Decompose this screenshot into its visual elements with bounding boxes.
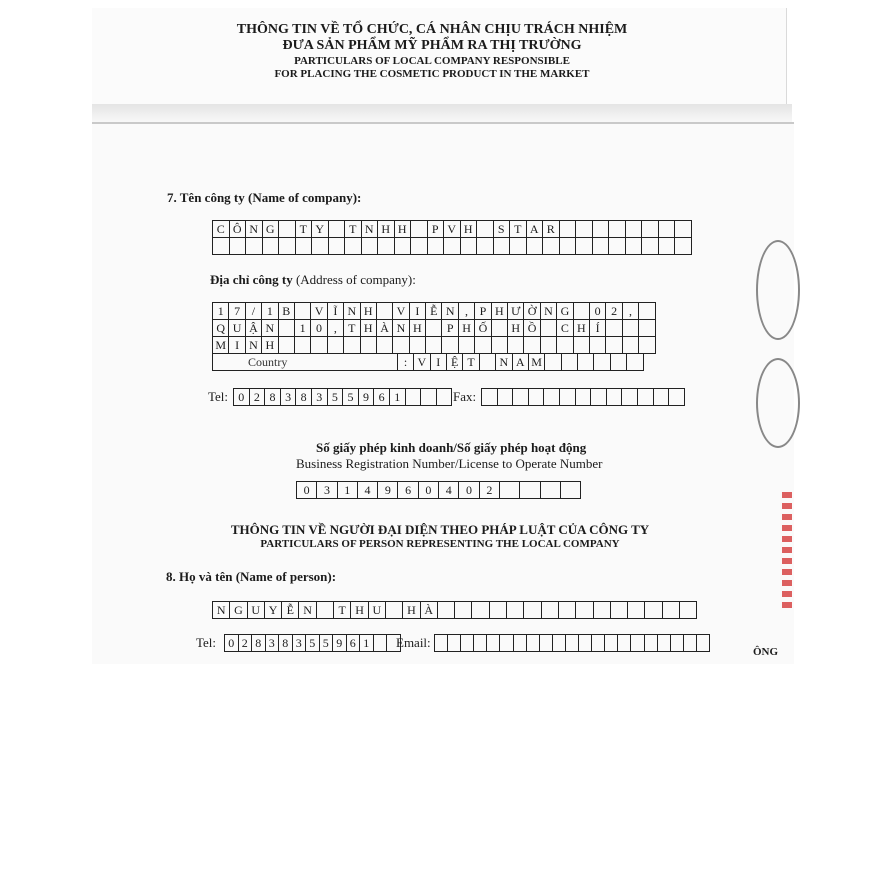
license-label-vi: Số giấy phép kinh doanh/Số giấy phép hoạt động xyxy=(316,440,587,455)
grid-cell xyxy=(605,635,618,652)
grid-cell xyxy=(317,602,334,619)
grid-cell: H xyxy=(262,337,278,354)
grid-cell xyxy=(345,238,362,255)
grid-cell: , xyxy=(459,303,475,320)
grid-cell xyxy=(645,635,658,652)
grid-cell: H xyxy=(361,320,377,337)
grid-cell xyxy=(377,337,393,354)
grid-cell xyxy=(579,635,592,652)
grid-cell: 0 xyxy=(234,389,250,406)
grid-cell xyxy=(296,238,313,255)
grid-cell xyxy=(642,238,659,255)
grid-cell: M xyxy=(529,354,545,371)
grid-cell xyxy=(411,221,428,238)
grid-cell: P xyxy=(428,221,445,238)
grid-cell xyxy=(553,635,566,652)
grid-cell: 9 xyxy=(333,635,347,652)
grid-cell: U xyxy=(248,602,265,619)
grid-cell: 6 xyxy=(347,635,361,652)
grid-cell xyxy=(329,221,346,238)
grid-cell xyxy=(557,337,573,354)
grid-cell: N xyxy=(299,602,316,619)
representative-header-en: PARTICULARS OF PERSON REPRESENTING THE LOCAL COMPANY xyxy=(260,538,620,550)
grid-cell: C xyxy=(213,221,230,238)
grid-cell: H xyxy=(378,221,395,238)
grid-cell: H xyxy=(361,303,377,320)
grid-cell: Ễ xyxy=(426,303,442,320)
grid-cell: G xyxy=(263,221,280,238)
grid-cell xyxy=(545,354,561,371)
grid-cell: I xyxy=(229,337,245,354)
grid-cell xyxy=(611,602,628,619)
grid-cell: N xyxy=(213,602,230,619)
grid-cell xyxy=(594,354,610,371)
grid-cell: À xyxy=(377,320,393,337)
grid-cell: 7 xyxy=(229,303,245,320)
grid-cell: Q xyxy=(213,320,229,337)
grid-cell xyxy=(576,238,593,255)
email-label: Email: xyxy=(396,635,431,650)
grid-cell xyxy=(606,337,622,354)
grid-cell xyxy=(591,389,607,406)
grid-cell: B xyxy=(279,303,295,320)
grid-cell xyxy=(574,303,590,320)
grid-cell xyxy=(628,602,645,619)
grid-cell: 0 xyxy=(311,320,327,337)
grid-cell xyxy=(642,221,659,238)
grid-cell: 2 xyxy=(606,303,622,320)
grid-cell: S xyxy=(494,221,511,238)
grid-cell xyxy=(542,602,559,619)
grid-cell xyxy=(578,354,594,371)
grid-cell xyxy=(279,221,296,238)
grid-cell xyxy=(472,602,489,619)
grid-cell: U xyxy=(369,602,386,619)
grid-cell xyxy=(609,238,626,255)
grid-cell xyxy=(482,389,498,406)
address-label-en: (Address of company): xyxy=(292,272,416,287)
grid-cell: 8 xyxy=(252,635,266,652)
grid-cell xyxy=(279,238,296,255)
grid-cell: 3 xyxy=(281,389,297,406)
grid-cell: N xyxy=(262,320,278,337)
grid-cell xyxy=(544,389,560,406)
margin-text: ÔNG xyxy=(753,646,779,658)
grid-cell: À xyxy=(421,602,438,619)
grid-cell: 1 xyxy=(262,303,278,320)
grid-cell xyxy=(623,320,639,337)
fax-grid xyxy=(481,388,685,406)
address-label xyxy=(210,272,416,288)
grid-cell xyxy=(524,337,540,354)
grid-cell: Ư xyxy=(508,303,524,320)
grid-cell xyxy=(559,602,576,619)
grid-cell: N xyxy=(362,221,379,238)
grid-cell: Ô xyxy=(230,221,247,238)
grid-cell: P xyxy=(442,320,458,337)
grid-cell xyxy=(609,221,626,238)
grid-cell: H xyxy=(461,221,478,238)
grid-cell xyxy=(560,389,576,406)
grid-cell: , xyxy=(623,303,639,320)
grid-cell: 0 xyxy=(459,482,479,499)
grid-cell xyxy=(213,238,230,255)
grid-cell xyxy=(659,238,676,255)
grid-cell: I xyxy=(410,303,426,320)
grid-cell xyxy=(645,602,662,619)
grid-cell: Ờ xyxy=(524,303,540,320)
grid-cell xyxy=(410,337,426,354)
grid-cell: 3 xyxy=(317,482,337,499)
grid-cell xyxy=(560,238,577,255)
grid-cell: C xyxy=(557,320,573,337)
grid-cell: G xyxy=(230,602,247,619)
grid-cell xyxy=(459,337,475,354)
grid-cell xyxy=(524,602,541,619)
grid-cell: 0 xyxy=(225,635,239,652)
grid-cell: 8 xyxy=(279,635,293,652)
grid-cell: A xyxy=(527,221,544,238)
grid-cell xyxy=(541,320,557,337)
person-tel-label: Tel: xyxy=(196,635,217,650)
fax-label: Fax: xyxy=(453,389,477,404)
grid-cell: H xyxy=(403,602,420,619)
grid-cell xyxy=(513,389,529,406)
grid-cell xyxy=(475,337,491,354)
grid-cell xyxy=(492,320,508,337)
grid-cell: / xyxy=(246,303,262,320)
address-label-vi: Địa chỉ công ty xyxy=(210,272,293,287)
stamp-circle-upper xyxy=(756,240,800,340)
grid-cell xyxy=(627,354,643,371)
grid-cell xyxy=(527,238,544,255)
grid-cell: 3 xyxy=(312,389,328,406)
grid-cell xyxy=(658,635,671,652)
grid-cell xyxy=(421,389,437,406)
grid-cell: 8 xyxy=(296,389,312,406)
grid-cell xyxy=(406,389,422,406)
grid-cell xyxy=(566,635,579,652)
grid-cell: N xyxy=(541,303,557,320)
grid-cell xyxy=(606,320,622,337)
grid-cell: V xyxy=(444,221,461,238)
grid-cell xyxy=(540,635,553,652)
grid-cell: T xyxy=(345,221,362,238)
grid-cell: 6 xyxy=(398,482,418,499)
grid-cell: 2 xyxy=(250,389,266,406)
grid-cell xyxy=(574,337,590,354)
grid-cell: H xyxy=(492,303,508,320)
grid-cell xyxy=(480,354,496,371)
person-tel-grid xyxy=(224,634,401,652)
header-line-4: FOR PLACING THE COSMETIC PRODUCT IN THE MARKET xyxy=(274,68,590,80)
grid-cell: 6 xyxy=(374,389,390,406)
grid-cell xyxy=(279,320,295,337)
grid-cell: T xyxy=(334,602,351,619)
grid-cell: Ố xyxy=(475,320,491,337)
grid-cell xyxy=(374,635,388,652)
grid-cell: G xyxy=(557,303,573,320)
grid-cell xyxy=(426,337,442,354)
grid-cell: U xyxy=(229,320,245,337)
grid-cell: 8 xyxy=(265,389,281,406)
grid-cell xyxy=(328,337,344,354)
grid-cell xyxy=(520,482,540,499)
grid-cell: 2 xyxy=(480,482,500,499)
grid-cell xyxy=(498,389,514,406)
grid-cell xyxy=(543,238,560,255)
grid-cell xyxy=(562,354,578,371)
grid-cell xyxy=(529,389,545,406)
tel-grid xyxy=(233,388,452,406)
grid-cell: 5 xyxy=(343,389,359,406)
grid-cell xyxy=(669,389,685,406)
grid-cell xyxy=(230,238,247,255)
grid-cell xyxy=(684,635,697,652)
grid-cell xyxy=(663,602,680,619)
grid-cell xyxy=(607,389,623,406)
grid-cell xyxy=(623,337,639,354)
grid-cell: Ễ xyxy=(282,602,299,619)
header-line-3: PARTICULARS OF LOCAL COMPANY RESPONSIBLE xyxy=(294,55,570,67)
grid-cell xyxy=(507,602,524,619)
grid-cell xyxy=(541,482,561,499)
grid-cell xyxy=(263,238,280,255)
grid-cell: I xyxy=(431,354,447,371)
grid-cell xyxy=(697,635,710,652)
tel-label: Tel: xyxy=(208,389,229,404)
grid-cell xyxy=(377,303,393,320)
grid-cell xyxy=(527,635,540,652)
grid-cell: P xyxy=(475,303,491,320)
grid-cell xyxy=(561,482,581,499)
grid-cell xyxy=(638,389,654,406)
grid-cell xyxy=(490,602,507,619)
grid-cell: T xyxy=(344,320,360,337)
grid-cell xyxy=(435,635,448,652)
grid-cell: 4 xyxy=(439,482,459,499)
grid-cell xyxy=(386,602,403,619)
email-grid xyxy=(434,634,710,652)
grid-cell: : xyxy=(398,354,414,371)
grid-cell xyxy=(675,221,692,238)
grid-cell: R xyxy=(543,221,560,238)
grid-cell xyxy=(654,389,670,406)
grid-cell xyxy=(680,602,697,619)
grid-cell xyxy=(295,303,311,320)
grid-cell: 1 xyxy=(213,303,229,320)
grid-cell: T xyxy=(296,221,313,238)
grid-cell: , xyxy=(328,320,344,337)
grid-cell: N xyxy=(496,354,512,371)
grid-cell: 2 xyxy=(239,635,253,652)
grid-cell xyxy=(639,337,655,354)
grid-cell: M xyxy=(213,337,229,354)
grid-cell: 9 xyxy=(359,389,375,406)
grid-cell: 1 xyxy=(338,482,358,499)
company-name-grid xyxy=(212,220,692,255)
grid-cell xyxy=(477,238,494,255)
person-name-grid xyxy=(212,601,697,619)
grid-cell: H xyxy=(410,320,426,337)
grid-cell: H xyxy=(351,602,368,619)
stamp-circle-lower xyxy=(756,358,800,448)
grid-cell xyxy=(631,635,644,652)
country-label: Country xyxy=(248,355,288,369)
representative-header-vi: THÔNG TIN VỀ NGƯỜI ĐẠI DIỆN THEO PHÁP LUẬT CỦA CÔNG TY xyxy=(230,522,650,537)
grid-cell xyxy=(461,238,478,255)
grid-cell: 3 xyxy=(293,635,307,652)
grid-cell xyxy=(659,221,676,238)
grid-cell xyxy=(411,238,428,255)
grid-cell xyxy=(461,635,474,652)
grid-cell: 0 xyxy=(297,482,317,499)
grid-cell: Y xyxy=(312,221,329,238)
license-label-en: Business Registration Number/License to Operate Number xyxy=(296,456,603,471)
grid-cell: 0 xyxy=(590,303,606,320)
grid-cell: 4 xyxy=(358,482,378,499)
country-spacer xyxy=(213,354,398,371)
grid-cell: 3 xyxy=(266,635,280,652)
grid-cell xyxy=(593,238,610,255)
grid-cell: Í xyxy=(590,320,606,337)
grid-cell: 5 xyxy=(328,389,344,406)
grid-cell xyxy=(426,320,442,337)
grid-cell xyxy=(395,238,412,255)
grid-cell xyxy=(474,635,487,652)
grid-cell xyxy=(279,337,295,354)
grid-cell: H xyxy=(574,320,590,337)
grid-cell: Ậ xyxy=(246,320,262,337)
grid-cell: V xyxy=(393,303,409,320)
grid-cell: T xyxy=(510,221,527,238)
grid-cell: 1 xyxy=(390,389,406,406)
grid-cell xyxy=(295,337,311,354)
grid-cell: 0 xyxy=(419,482,439,499)
grid-cell xyxy=(492,337,508,354)
grid-cell: 5 xyxy=(320,635,334,652)
sheet-shadow xyxy=(92,104,792,124)
grid-cell: N xyxy=(246,337,262,354)
grid-cell xyxy=(428,238,445,255)
grid-cell xyxy=(361,337,377,354)
grid-cell: 1 xyxy=(360,635,374,652)
grid-cell: A xyxy=(513,354,529,371)
grid-cell xyxy=(246,238,263,255)
grid-cell xyxy=(477,221,494,238)
license-grid xyxy=(296,481,581,499)
grid-cell: Ồ xyxy=(524,320,540,337)
grid-cell xyxy=(500,482,520,499)
red-stamp-mark xyxy=(782,492,792,612)
grid-cell: H xyxy=(459,320,475,337)
company-name-label: 7. Tên công ty (Name of company): xyxy=(167,190,362,205)
grid-cell xyxy=(514,635,527,652)
grid-cell xyxy=(442,337,458,354)
grid-cell: 5 xyxy=(306,635,320,652)
grid-cell: N xyxy=(246,221,263,238)
grid-cell xyxy=(576,221,593,238)
grid-cell: V xyxy=(414,354,430,371)
grid-cell: Y xyxy=(265,602,282,619)
grid-cell xyxy=(312,238,329,255)
grid-cell xyxy=(455,602,472,619)
grid-cell xyxy=(576,389,592,406)
grid-cell xyxy=(311,337,327,354)
grid-cell: T xyxy=(463,354,479,371)
grid-cell xyxy=(590,337,606,354)
grid-cell: N xyxy=(442,303,458,320)
grid-cell xyxy=(448,635,461,652)
grid-cell: N xyxy=(393,320,409,337)
grid-cell xyxy=(594,602,611,619)
grid-cell: H xyxy=(508,320,524,337)
grid-cell xyxy=(639,320,655,337)
grid-cell xyxy=(329,238,346,255)
grid-cell xyxy=(592,635,605,652)
grid-cell xyxy=(438,602,455,619)
grid-cell xyxy=(626,238,643,255)
grid-cell: 9 xyxy=(378,482,398,499)
grid-cell: Ệ xyxy=(447,354,463,371)
grid-cell xyxy=(494,238,511,255)
grid-cell: 1 xyxy=(295,320,311,337)
person-name-label: 8. Họ và tên (Name of person): xyxy=(166,569,337,584)
grid-cell xyxy=(437,389,453,406)
grid-cell xyxy=(622,389,638,406)
grid-cell xyxy=(626,221,643,238)
grid-cell xyxy=(444,238,461,255)
grid-cell xyxy=(487,635,500,652)
grid-cell xyxy=(675,238,692,255)
grid-cell xyxy=(593,221,610,238)
grid-cell xyxy=(671,635,684,652)
grid-cell xyxy=(639,303,655,320)
grid-cell: Ĩ xyxy=(328,303,344,320)
header-line-2: ĐƯA SẢN PHẨM MỸ PHẨM RA THỊ TRƯỜNG xyxy=(282,38,582,53)
grid-cell xyxy=(541,337,557,354)
grid-cell xyxy=(362,238,379,255)
grid-cell xyxy=(344,337,360,354)
grid-cell xyxy=(510,238,527,255)
grid-cell xyxy=(560,221,577,238)
grid-cell xyxy=(393,337,409,354)
grid-cell: V xyxy=(311,303,327,320)
grid-cell xyxy=(576,602,593,619)
grid-cell xyxy=(378,238,395,255)
header-line-1: THÔNG TIN VỀ TỔ CHỨC, CÁ NHÂN CHỊU TRÁCH NHIỆM xyxy=(236,22,628,37)
grid-cell: H xyxy=(395,221,412,238)
grid-cell xyxy=(611,354,627,371)
grid-cell xyxy=(500,635,513,652)
grid-cell xyxy=(508,337,524,354)
grid-cell: N xyxy=(344,303,360,320)
grid-cell xyxy=(618,635,631,652)
